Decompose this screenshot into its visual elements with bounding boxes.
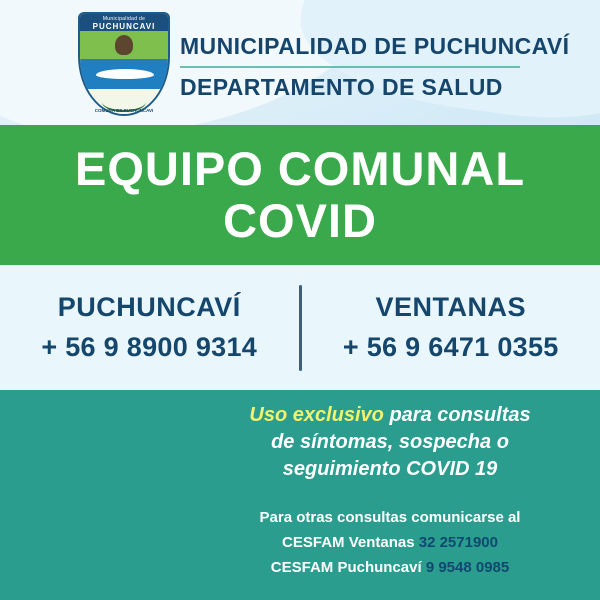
other-queries-item — [190, 530, 590, 555]
notice-line3: seguimiento COVID 19 — [282, 458, 498, 480]
crest-quadrant-boat — [80, 59, 168, 89]
crest-band — [80, 14, 168, 31]
notice-highlight: Uso exclusivo — [249, 404, 384, 426]
crest-ribbon-text: COMUNA DE PUCHUNCAVI — [94, 108, 154, 113]
cesfam-puchuncavi-phone[interactable]: 9 9548 0985 — [425, 559, 510, 576]
header — [0, 0, 600, 125]
contact-city-label: PUCHUNCAVÍ — [57, 292, 241, 322]
notice-rest-line1: para consultas — [383, 404, 531, 426]
contact-puchuncavi — [0, 292, 299, 363]
contacts-divider — [299, 285, 302, 371]
header-title-line2: DEPARTAMENTO DE SALUD — [180, 74, 503, 100]
crest-quadrant-tree — [80, 31, 168, 59]
banner-line1: EQUIPO COMUNAL — [74, 142, 526, 195]
other-queries-intro: Para otras consultas comunicarse al — [259, 509, 521, 526]
contacts-section — [0, 265, 600, 390]
main-banner — [0, 125, 600, 265]
header-title-block — [180, 33, 590, 101]
crest-top-small-text: Municipalidad de — [102, 16, 146, 22]
cesfam-ventanas-phone[interactable]: 32 2571900 — [418, 534, 498, 551]
notice-text — [190, 402, 590, 483]
other-queries-item — [190, 555, 590, 580]
contact-city-label: VENTANAS — [375, 292, 526, 322]
contact-phone-number[interactable]: + 56 9 6471 0355 — [342, 332, 559, 362]
contact-ventanas — [302, 292, 600, 363]
banner-line2: COVID — [223, 194, 377, 247]
notice-section — [0, 390, 600, 600]
crest-shield — [78, 12, 170, 116]
header-title-line1: MUNICIPALIDAD DE PUCHUNCAVÍ — [180, 33, 570, 59]
municipality-crest-icon — [78, 12, 170, 116]
cesfam-puchuncavi-label: CESFAM Puchuncaví — [270, 559, 426, 576]
notice-line2: de síntomas, sospecha o — [271, 431, 509, 453]
header-divider — [180, 66, 520, 68]
crest-top-large-text: PUCHUNCAVI — [92, 22, 156, 31]
other-queries-block — [190, 505, 590, 580]
cesfam-ventanas-label: CESFAM Ventanas — [282, 534, 419, 551]
contact-phone-number[interactable]: + 56 9 8900 9314 — [41, 332, 258, 362]
